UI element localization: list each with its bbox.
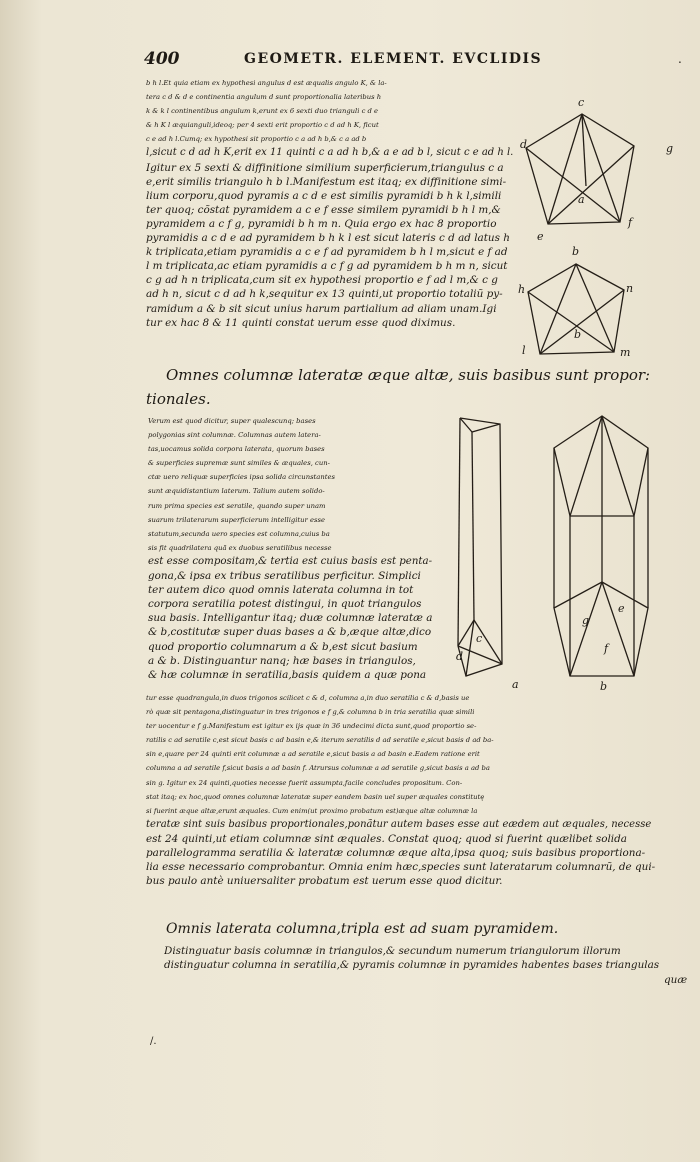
proposition-2-text <box>164 944 659 972</box>
text-line: sunt æquidistantium laterum. Talium autem solido- <box>148 487 325 496</box>
text-line: & hæ columnæ in seratilia,basis quidem a quæ pona <box>148 668 427 681</box>
figure-label: l <box>522 344 526 357</box>
text-line: ctæ uero reliquæ superficies ipsa solida circunstantes <box>148 473 335 482</box>
text-line: sin e,quare per 24 quinti erit columnæ a ad seratile e,sicut basis a ad basin e.Eadem ratione erit <box>146 750 480 759</box>
text-line: rò quæ sit pentagona,distinguatur in tres trigonos e f g,& columna b in tria seratilia quæ simili <box>146 708 475 717</box>
figure-label: a <box>512 678 519 691</box>
full-width-text-block <box>146 691 655 888</box>
text-line: c e ad h l.Cumq; ex hypothesi sit proportio c a ad h b,& c a ad b <box>146 135 367 144</box>
text-line: & superficies supremæ sunt similes & æquales, cun- <box>148 459 330 468</box>
text-line: Verum est quod dicitur, super qualescunq; bases <box>148 417 316 425</box>
text-line: teratæ sint suis basibus proportionales,ponãtur autem bases esse aut eædem aut æquales, necesse <box>146 818 652 830</box>
page-number: 400 <box>144 49 180 69</box>
text-line: columna a ad seratile f,sicut basis a ad basin f. Atrursus columnæ a ad seratile g,sicut basis a ad ba <box>146 764 490 773</box>
text-line: si fuerint æque altæ,erunt æquales. Cum enim(ut proximo probatum est)æque altæ columnæ la <box>146 806 478 815</box>
text-line: c g ad h n triplicata,cum sit ex hypothesi proportio e f ad l m,& c g <box>146 274 498 287</box>
text-line: & h K l æquianguli,ideoq; per 4 sexti erit proportio c d ad h K, ficut <box>146 121 379 130</box>
figure-label: a <box>578 193 585 206</box>
figure-label: d <box>456 650 464 663</box>
text-line: tur esse quadrangula,in duos trigonos scilicet c & d, columna a,in duo seratilia c & d,basis ue <box>146 694 470 702</box>
text-line: est esse compositam,& tertia est cuius basis est penta- <box>148 555 433 567</box>
text-line: gona,& ipsa ex tribus seratilibus perficitur. Simplici <box>148 570 421 583</box>
proposition-heading-2: Omnis laterata columna,tripla est ad suam pyramidem. <box>166 921 559 937</box>
text-line: l,sicut c d ad h K,erit ex 11 quinti c a ad h b,& a e ad b l, sicut c e ad h l. <box>146 147 514 159</box>
text-line: ter uocentur e f g.Manifestum est igitur ex ijs quæ in 36 undecimi dicta sunt,quod proportio se- <box>146 722 477 731</box>
text-line: polygonias sint columnæ. Columnas autem latera- <box>148 431 321 440</box>
corner-mark: . <box>678 52 682 66</box>
text-line: ter quoq; cõstat pyramidem a c e f esse similem pyramidi b h l m,& <box>146 203 501 216</box>
figure-label: n <box>626 282 634 295</box>
text-line: statutum,secunda uero species est columna,cuius ba <box>148 529 330 538</box>
figure-label: b <box>574 328 582 341</box>
proposition-heading-continued: tionales. <box>146 390 211 408</box>
figure-label: f <box>604 642 609 655</box>
figure-label: c <box>476 632 483 645</box>
figure-label: f <box>628 216 633 229</box>
text-line: Distinguatur basis columnæ in triangulos,& secundum numerum triangulorum illorum <box>164 945 621 957</box>
figure-label: e <box>537 230 544 243</box>
text-line: sin g. Igitur ex 24 quinti,quoties necesse fuerit assumpta,facile concludes propositum. Con- <box>146 778 463 787</box>
margin-mark: /. <box>150 1036 157 1047</box>
figure-label: d <box>520 138 528 151</box>
text-line: ramidum a & b sit sicut unius harum partialium ad aliam unam.Igi <box>146 302 497 315</box>
text-line: k triplicata,etiam pyramidis a c e f ad pyramidem b h l m,sicut e f ad <box>146 246 508 259</box>
text-line: suarum trilaterarum superficierum intelligitur esse <box>148 515 325 524</box>
narrow-text-block <box>148 414 432 682</box>
text-line: b h l.Et quia etiam ex hypothesi angulus d est æqualis angulo K, & la- <box>146 79 387 87</box>
text-line: tas,uocamus solida corpora laterata, quorum bases <box>148 445 325 454</box>
figure-label: b <box>600 680 608 693</box>
text-line: pyramidis a c d e ad pyramidem b h k l est sicut lateris c d ad latus h <box>146 232 510 245</box>
text-line: sis fit quadrilatera quã ex duobus seratilibus necesse <box>148 543 332 552</box>
text-line: & b,costitutæ super duas bases a & b,æque altæ,dico <box>148 626 432 639</box>
text-line: tera c d & d e continentia angulum d sunt proportionalia lateribus h <box>146 93 382 102</box>
text-line: k & k l continentibus angulum k,erunt ex 6 sexti duo trianguli c d e <box>146 107 379 116</box>
figure-label: m <box>620 346 631 359</box>
figure-label: h <box>518 283 526 296</box>
figure-label: b <box>572 245 580 258</box>
text-line: bus paulo antè uniuersaliter probatum est uerum esse quod dicitur. <box>146 875 503 888</box>
text-line: e,erit similis triangulo h b l.Manifestum est itaq; ex diffinitione simi- <box>146 175 507 188</box>
text-line: pyramidem a c f g, pyramidi b h m n. Quia ergo ex hac 8 proportio <box>146 217 497 230</box>
text-line: lia esse necessario comprobantur. Omnia enim hæc,species sunt lateratarum columnarũ, de qui- <box>146 861 656 874</box>
text-line: ter autem dico quod omnis laterata columna in tot <box>148 584 414 597</box>
text-line: sua basis. Intelligantur itaq; duæ columnæ lateratæ a <box>148 612 433 625</box>
text-line: distinguatur columna in seratilia,& pyramis columnæ in pyramides habentes bases triangulas <box>164 959 660 972</box>
text-line: est 24 quinti,ut etiam columnæ sint æquales. Constat quoq; quod si fuerint quælibet solida <box>146 832 627 845</box>
catchword: quæ <box>664 974 688 986</box>
figure-label: g <box>582 614 590 627</box>
text-line: l m triplicata,ac etiam pyramidis a c f g ad pyramidem b h m n, sicut <box>146 260 508 273</box>
proposition-heading: Omnes columnæ lateratæ æque altæ, suis basibus sunt propor: <box>166 366 651 384</box>
figure-label: e <box>618 602 625 615</box>
text-line: a & b. Distinguantur nanq; hæ bases in triangulos, <box>148 654 416 667</box>
text-line: parallelogramma seratilia & lateratæ columnæ æque alta,ipsa quoq; suis basibus proportiona- <box>146 847 646 860</box>
text-line: Igitur ex 5 sexti & diffinitione similium superficierum,triangulus c a <box>146 161 504 174</box>
text-line: ratilis c ad seratile c,est sicut basis c ad basin e,& iterum seratilis d ad seratile e,sicut basis d ad ba- <box>146 736 494 745</box>
running-head: GEOMETR. ELEMENT. EVCLIDIS <box>244 51 543 67</box>
proof-text-block <box>146 76 513 330</box>
pentagon-pyramid-figure <box>520 100 670 240</box>
text-line: corpora seratilia potest distingui, in quot triangulos <box>148 598 422 611</box>
text-line: tur ex hac 8 & 11 quinti constat uerum esse quod diximus. <box>146 316 456 329</box>
figure-label: c <box>578 96 585 109</box>
text-line: stat itaq; ex hoc,quod omnes columnæ lateratæ super eandem basin uel super æquales constitutę <box>146 792 485 801</box>
figure-label: g <box>666 142 674 155</box>
page-header <box>144 49 544 71</box>
second-pyramid-figure <box>524 260 654 360</box>
text-line: rum prima species est seratile, quando super unam <box>148 501 326 510</box>
pentagon-column-figure <box>548 412 658 692</box>
text-line: quod proportio columnarum a & b,est sicut basium <box>148 640 418 653</box>
text-line: ad h n, sicut c d ad h k,sequitur ex 13 quinti,ut proportio totaliũ py- <box>146 288 503 301</box>
text-line: lium corporu,quod pyramis a c d e est similis pyramidi b h k l,simili <box>146 189 502 202</box>
